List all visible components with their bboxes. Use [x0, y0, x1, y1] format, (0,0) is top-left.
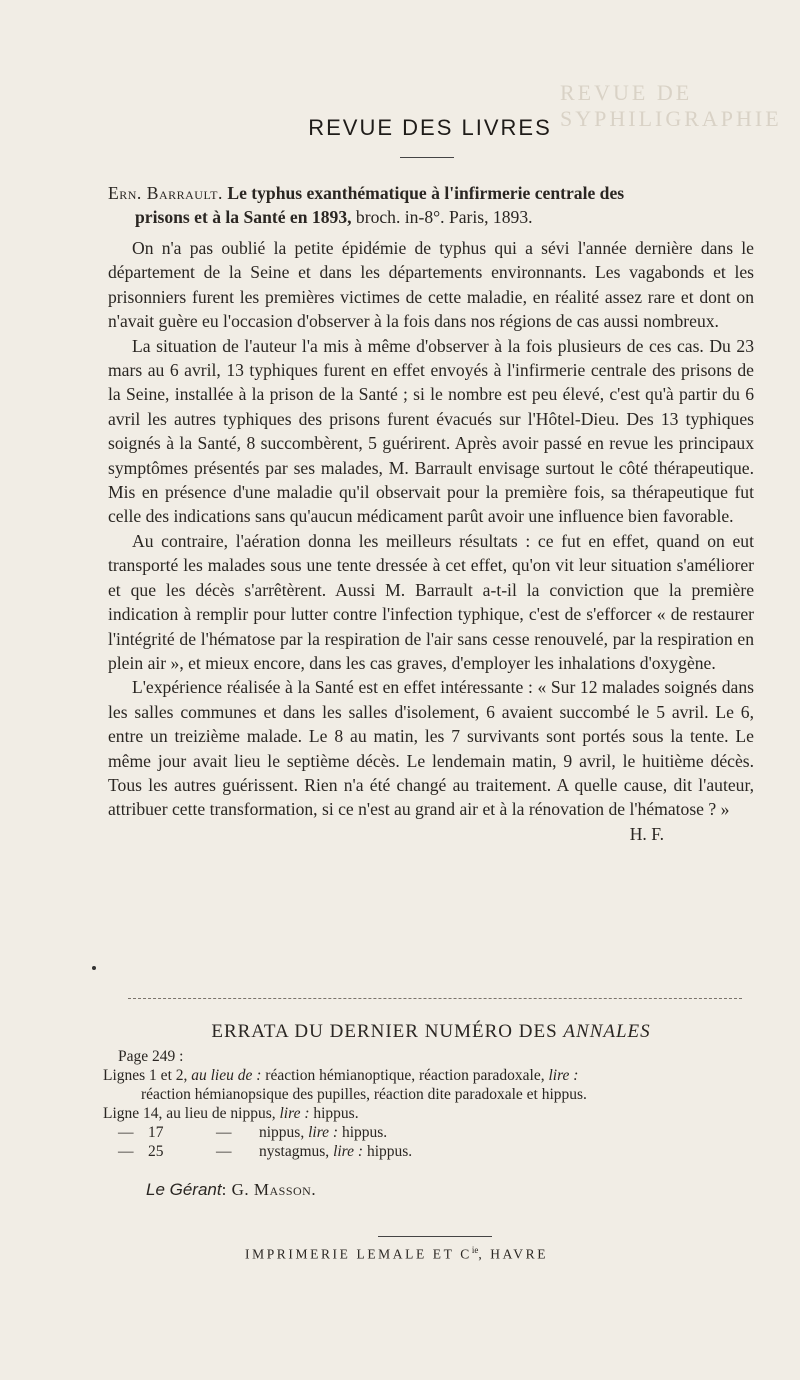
errata-entry [103, 1066, 743, 1085]
errata-italic: lire : [279, 1105, 310, 1122]
errata-entry-continued: réaction hémianopsique des pupilles, réaction dite paradoxale et hippus. [141, 1086, 587, 1103]
book-title-part-2: prisons et à la Santé en 1893, [135, 207, 352, 228]
errata-title-journal: ANNALES [563, 1021, 651, 1042]
review-title [108, 181, 754, 230]
heading-rule [400, 157, 454, 158]
errata-text: nippus, [259, 1124, 309, 1141]
paragraph [108, 675, 754, 844]
errata-entry [103, 1104, 743, 1123]
bleed-through-header: REVUE DE SYPHILIGRAPHIE [560, 80, 782, 131]
printer-city: , HAVRE [478, 1246, 549, 1262]
errata-page: Page 249 : [118, 1048, 184, 1065]
printer-name: IMPRIMERIE LEMALE ET C [245, 1246, 472, 1262]
paragraph-text: L'expérience réalisée à la Santé est en effet intéressante : « Sur 12 malades soignés dans les salles communes et dans les salles d'isolement, 6 avaient succombé le 5 avril. Le 6, entre un treizième malade. Le 8 au matin, les 7 survivants sont portés sous la tente. Le même jour avait lieu le septième décès. Le lendemain matin, 9 avril, le huitième décès. Tous les autres guérissent. Rien n'a été changé au traitement. A quelle cause, dit l'auteur, attribuer cette transformation, si ce n'est au grand air et à la rénovation de l'hématose ? » [108, 677, 754, 820]
errata-text: nystagmus, [259, 1143, 334, 1160]
paragraph: La situation de l'auteur l'a mis à même d'observer à la fois plusieurs de ces cas. Du 23 mars au 6 avril, 13 typhiques furent en effet envoyés à l'infirmerie centrale des prisons de la Seine, installée à la prison de la Santé ; si le nombre est peu élevé, c'est qu'à partir du 6 avril les autres typhiques des prisons furent évacués sur l'Hôtel-Dieu. Des 13 typhiques soignés à la Santé, 8 succombèrent, 5 guérirent. Après avoir passé en revue les principaux symptômes présentés par ses malades, M. Barrault envisage surtout le côté thérapeutique. Mis en présence d'une maladie qu'il observait pour la première fois, sa thérapeutique fut celle des indications sans qu'aucun médicament parût avoir une influence bien favorable. [108, 335, 754, 527]
review-author: Ern. Barrault. [108, 183, 223, 203]
review-signature: H. F. [629, 823, 664, 844]
ditto-dash: — [216, 1124, 232, 1141]
errata-italic: lire : [333, 1143, 364, 1160]
errata-line-number: 25 [148, 1143, 164, 1160]
paragraph: On n'a pas oublié la petite épidémie de typhus qui a sévi l'année dernière dans le département de la Seine et dans les départements environnants. Les vagabonds et les prisonniers furent les premières victimes de cette maladie, en réalité assez rare et dont on n'avait guère eu l'occasion d'observer à la fois dans nos régions de cas aussi nombreux. [108, 238, 754, 332]
errata-line-number: 17 [148, 1124, 164, 1141]
errata-text: hippus. [309, 1105, 359, 1122]
gerant-label: Le Gérant [146, 1180, 222, 1199]
ditto-dash: — [216, 1143, 232, 1160]
publisher-credit [146, 1180, 316, 1200]
section-heading: REVUE DES LIVRES [308, 115, 552, 140]
errata-italic: lire : [308, 1124, 339, 1141]
section-divider [128, 998, 742, 999]
errata-italic: au lieu de : [191, 1067, 262, 1084]
gerant-name: : G. Masson. [221, 1180, 317, 1199]
errata-entry [103, 1123, 743, 1142]
ditto-dash: — [118, 1124, 134, 1141]
errata-text: hippus. [338, 1124, 388, 1141]
printer-rule [378, 1236, 492, 1237]
ditto-dash: — [118, 1143, 134, 1160]
errata-text: réaction hémianoptique, réaction paradoxale, [261, 1067, 549, 1084]
printer-superscript: ie [471, 1245, 479, 1255]
errata-title [108, 1021, 754, 1043]
printer-imprint [245, 1245, 548, 1263]
book-details: broch. in-8°. Paris, 1893. [351, 207, 533, 228]
errata-italic: lire : [548, 1067, 579, 1084]
review-body [108, 236, 754, 846]
errata-entry [103, 1142, 743, 1161]
errata-text: hippus. [363, 1143, 413, 1160]
book-title-part-1: Le typhus exanthématique à l'infirmerie centrale des [227, 183, 625, 203]
errata-title-text: ERRATA DU DERNIER NUMÉRO DES [211, 1021, 564, 1042]
errata-text: Lignes 1 et 2, [103, 1067, 192, 1084]
paragraph: Au contraire, l'aération donna les meilleurs résultats : ce fut en effet, quand on eut transporté les malades sous une tente dressée à cet effet, qu'on vit leur situation s'améliorer et que les décès s'arrêtèrent. Aussi M. Barrault a-t-il la conviction que la première indication à remplir pour lutter contre l'infection typhique, c'est de s'efforcer « de restaurer l'intégrité de l'hématose par la respiration de l'air sans cesse renouvelé, par la respiration en plein air », et mieux encore, dans les cas graves, d'employer les inhalations d'oxygène. [108, 530, 754, 673]
errata-list [103, 1047, 743, 1161]
stray-mark [92, 966, 96, 970]
errata-text: Ligne 14, au lieu de nippus, [103, 1105, 280, 1122]
